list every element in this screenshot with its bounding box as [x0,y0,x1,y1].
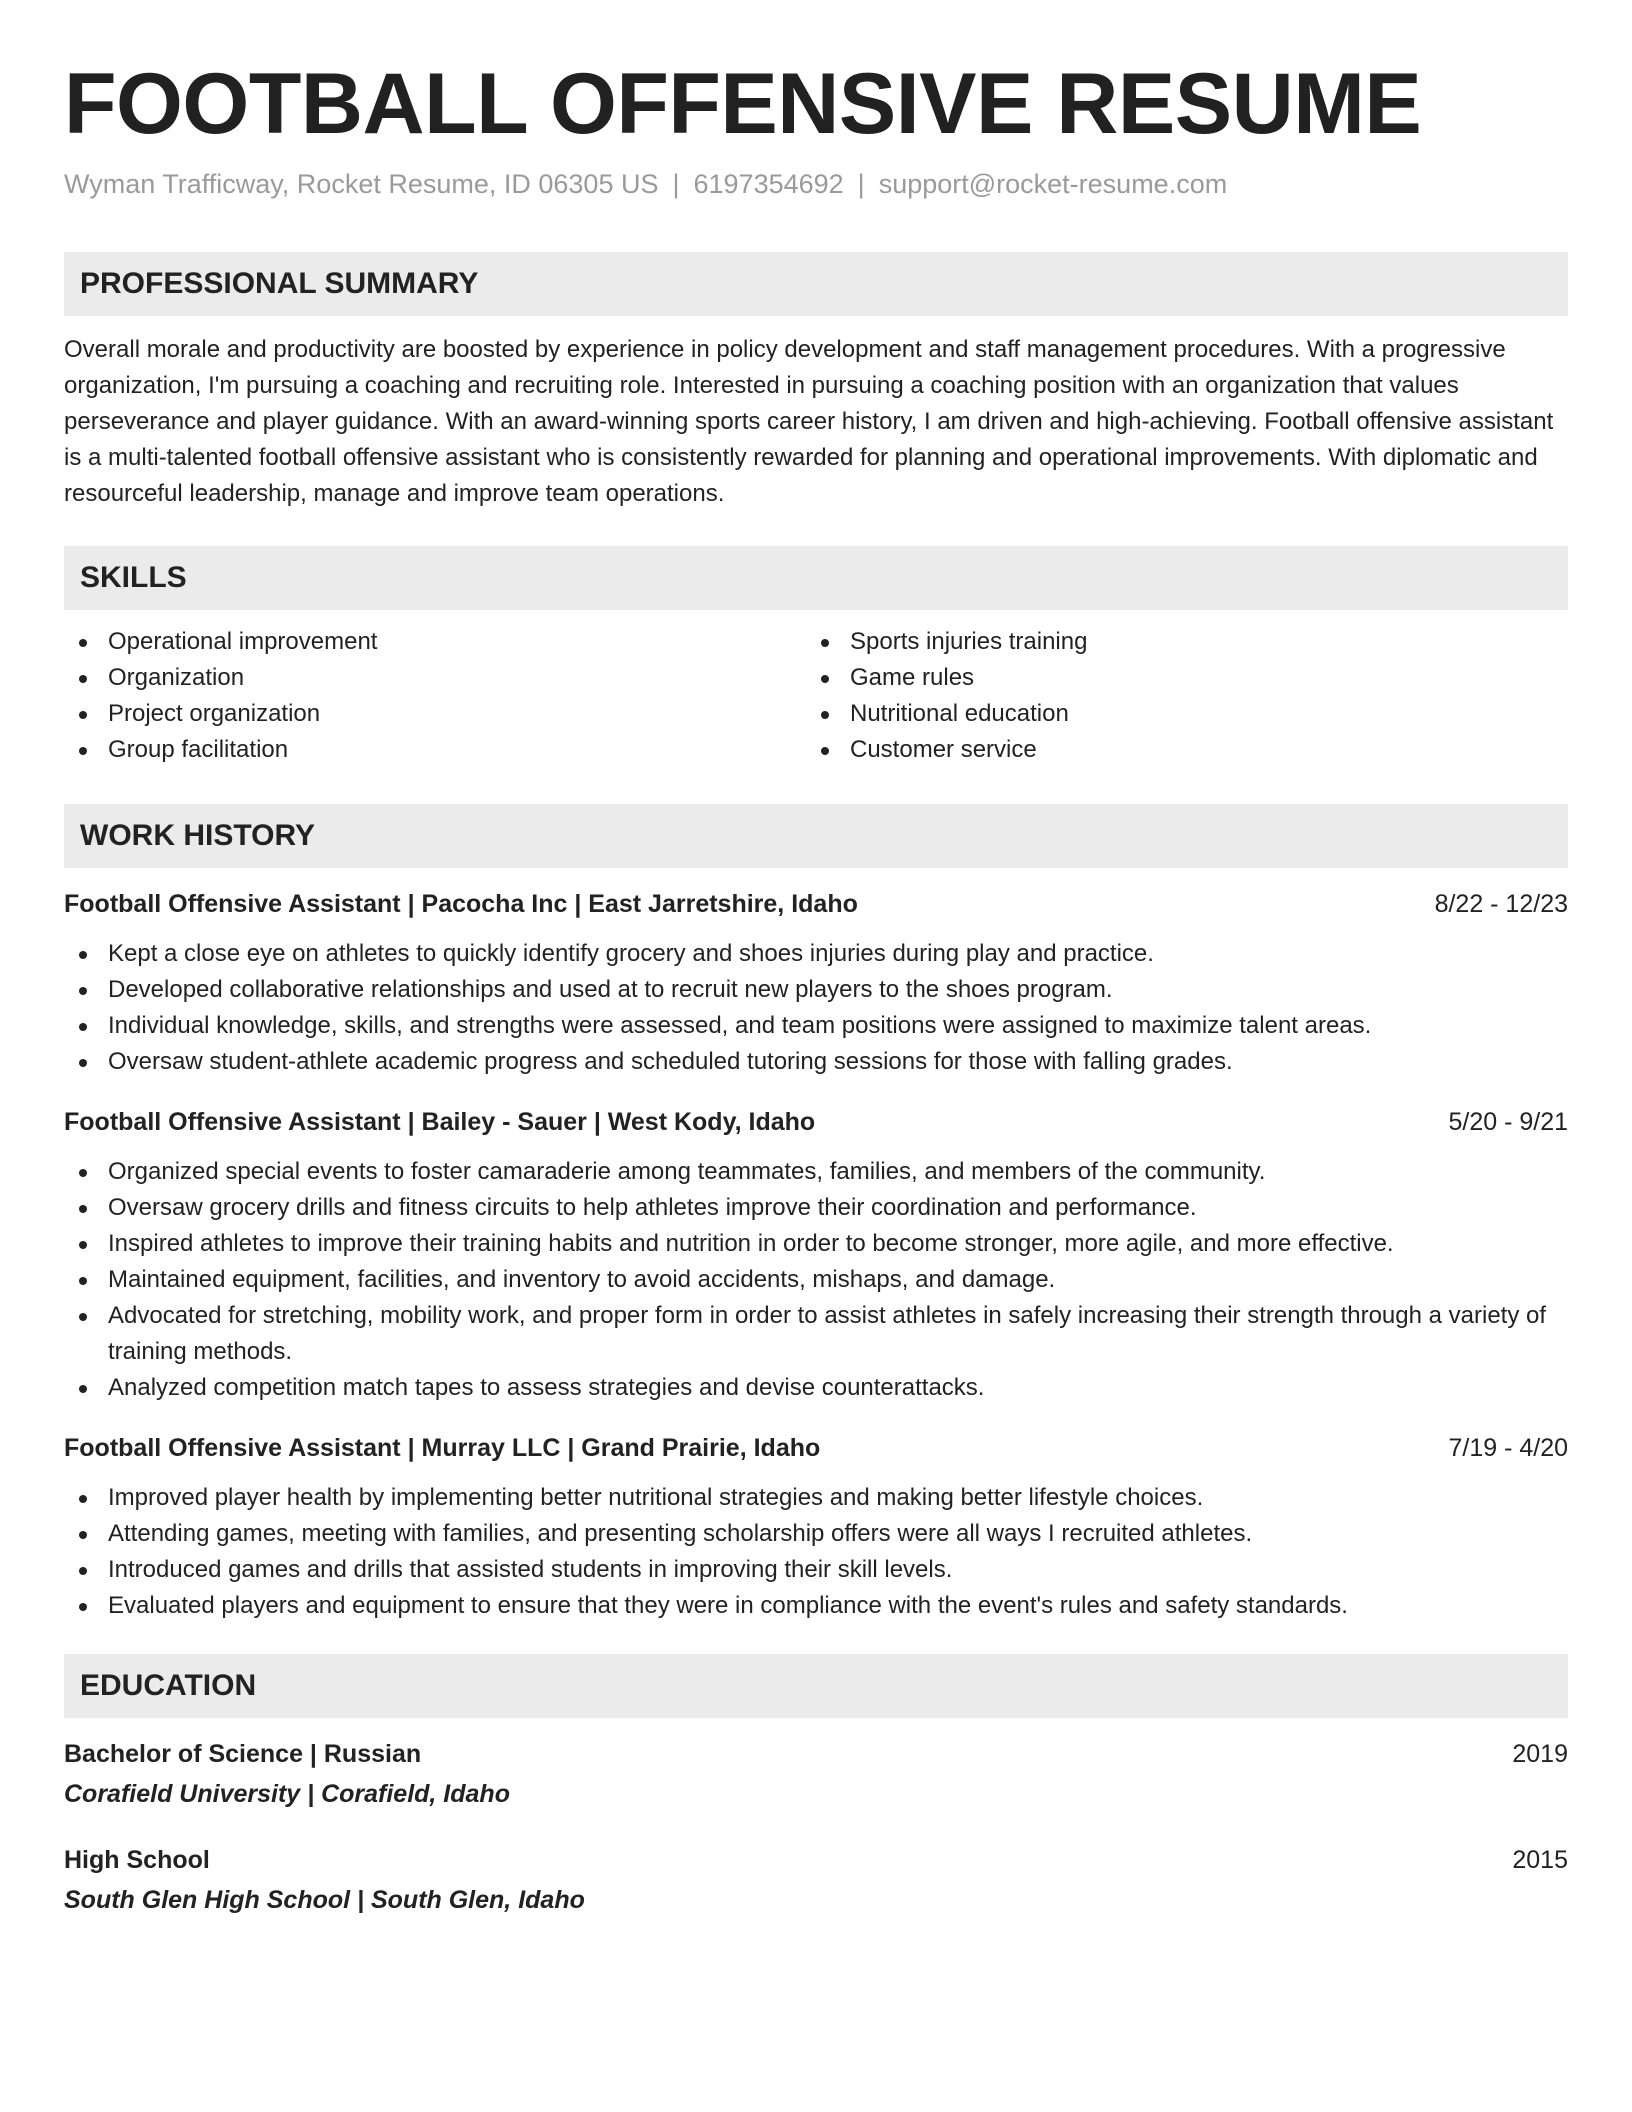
contact-line [64,166,1568,202]
skill-item [64,624,806,660]
contact-email: support@rocket-resume.com [878,169,1228,199]
summary-section [64,252,1568,512]
bullet-text: Maintained equipment, facilities, and inventory to avoid accidents, mishaps, and damage. [108,1266,1056,1293]
bullet-text: Evaluated players and equipment to ensure that they were in compliance with the event's rules and safety standards. [108,1592,1348,1619]
bullet-icon [79,747,87,755]
skill-label: Group facilitation [108,736,289,763]
skills-heading: SKILLS [64,546,1568,610]
bullet-icon [79,987,87,995]
job-bullet [64,1370,1568,1406]
skill-item [806,696,1548,732]
job-bullet [64,1044,1568,1080]
skills-grid [64,624,1568,768]
summary-text: Overall morale and productivity are boosted by experience in policy development and staff management procedures. With a progressive organization, I'm pursuing a coaching and recruiting role. Interested in pursuing a coaching position with an organization that values perseverance and player guidance. With an award-winning sports career history, I am driven and high-achieving. Football offensive assistant is a multi-talented football offensive assistant who is consistently rewarded for planning and operational improvements. With diplomatic and resourceful leadership, manage and improve team operations. [64,336,1554,507]
bullet-icon [79,1023,87,1031]
bullet-icon [79,1241,87,1249]
job-header [64,1430,1568,1466]
job-dates: 5/20 - 9/21 [1448,1108,1568,1136]
work-history-section [64,804,1568,1624]
job-bullet [64,972,1568,1008]
education-degree: High School [64,1846,210,1874]
bullet-icon [821,675,829,683]
bullet-text: Oversaw grocery drills and fitness circuits to help athletes improve their coordination and performance. [108,1194,1197,1221]
skill-label: Sports injuries training [850,628,1088,655]
bullet-icon [79,711,87,719]
education-degree: Bachelor of Science | Russian [64,1740,422,1768]
bullet-icon [79,1169,87,1177]
bullet-text: Analyzed competition match tapes to assess strategies and devise counterattacks. [108,1374,985,1401]
skill-item [64,696,806,732]
skill-item [64,732,806,768]
education-header [64,1842,1568,1878]
bullet-icon [79,1313,87,1321]
education-year: 2015 [1512,1846,1568,1874]
bullet-text: Advocated for stretching, mobility work, and proper form in order to assist athletes in safely increasing their strength through a variety of training methods. [108,1302,1547,1365]
skills-section [64,546,1568,768]
bullet-text: Individual knowledge, skills, and strengths were assessed, and team positions were assigned to maximize talent areas. [108,1012,1372,1039]
bullet-icon [79,1495,87,1503]
resume-title: FOOTBALL OFFENSIVE RESUME [64,56,1422,152]
skill-label: Operational improvement [108,628,378,655]
education-year: 2019 [1512,1740,1568,1768]
job-bullets [64,1154,1568,1406]
bullet-text: Oversaw student-athlete academic progress and scheduled tutoring sessions for those with falling grades. [108,1048,1233,1075]
job-entry [64,1430,1568,1624]
job-bullet [64,1008,1568,1044]
education-entry [64,1842,1568,1918]
contact-phone: 6197354692 [693,169,844,199]
education-header [64,1736,1568,1772]
education-school: Corafield University | Corafield, Idaho [64,1780,510,1808]
skills-column-left [64,624,806,768]
skill-label: Project organization [108,700,321,727]
job-entry [64,886,1568,1080]
job-bullet [64,1298,1568,1370]
contact-address: Wyman Trafficway, Rocket Resume, ID 06305 US [64,169,659,199]
bullet-text: Introduced games and drills that assisted students in improving their skill levels. [108,1556,953,1583]
education-heading: EDUCATION [64,1654,1568,1718]
job-bullet [64,936,1568,972]
skill-label: Customer service [850,736,1037,763]
job-bullet [64,1226,1568,1262]
bullet-icon [79,1567,87,1575]
skill-label: Game rules [850,664,975,691]
job-bullet [64,1552,1568,1588]
bullet-text: Improved player health by implementing better nutritional strategies and making better lifestyle choices. [108,1484,1204,1511]
skills-column-right [806,624,1548,768]
contact-separator: | [857,169,865,199]
bullet-icon [79,675,87,683]
bullet-icon [821,639,829,647]
job-bullets [64,936,1568,1080]
bullet-icon [79,639,87,647]
bullet-text: Organized special events to foster camaraderie among teammates, families, and members of the community. [108,1158,1266,1185]
education-entry [64,1736,1568,1812]
education-school: South Glen High School | South Glen, Idaho [64,1886,585,1914]
job-bullet [64,1588,1568,1624]
job-title: Football Offensive Assistant | Bailey - Sauer | West Kody, Idaho [64,1108,816,1136]
skill-item [806,660,1548,696]
bullet-icon [79,1385,87,1393]
job-title: Football Offensive Assistant | Murray LLC | Grand Prairie, Idaho [64,1434,821,1462]
job-header [64,1104,1568,1140]
bullet-icon [821,711,829,719]
bullet-icon [821,747,829,755]
job-header [64,886,1568,922]
skill-item [806,732,1548,768]
contact-separator: | [672,169,680,199]
work-history-heading: WORK HISTORY [64,804,1568,868]
bullet-icon [79,1277,87,1285]
bullet-text: Attending games, meeting with families, and presenting scholarship offers were all ways I recruited athletes. [108,1520,1253,1547]
job-bullet [64,1480,1568,1516]
education-section [64,1654,1568,1918]
bullet-text: Developed collaborative relationships and used at to recruit new players to the shoes program. [108,976,1113,1003]
job-bullet [64,1262,1568,1298]
skill-item [806,624,1548,660]
job-title: Football Offensive Assistant | Pacocha Inc | East Jarretshire, Idaho [64,890,858,918]
skill-item [64,660,806,696]
bullet-icon [79,1205,87,1213]
bullet-icon [79,1059,87,1067]
job-bullet [64,1154,1568,1190]
job-entry [64,1104,1568,1406]
job-bullet [64,1190,1568,1226]
bullet-icon [79,951,87,959]
bullet-icon [79,1603,87,1611]
skill-label: Nutritional education [850,700,1069,727]
skill-label: Organization [108,664,245,691]
bullet-icon [79,1531,87,1539]
job-dates: 7/19 - 4/20 [1448,1434,1568,1462]
bullet-text: Inspired athletes to improve their training habits and nutrition in order to become stronger, more agile, and more effective. [108,1230,1394,1257]
job-bullets [64,1480,1568,1624]
resume-page [64,54,1568,1918]
job-dates: 8/22 - 12/23 [1434,890,1568,918]
summary-heading: PROFESSIONAL SUMMARY [64,252,1568,316]
bullet-text: Kept a close eye on athletes to quickly identify grocery and shoes injuries during play and practice. [108,940,1154,967]
job-bullet [64,1516,1568,1552]
